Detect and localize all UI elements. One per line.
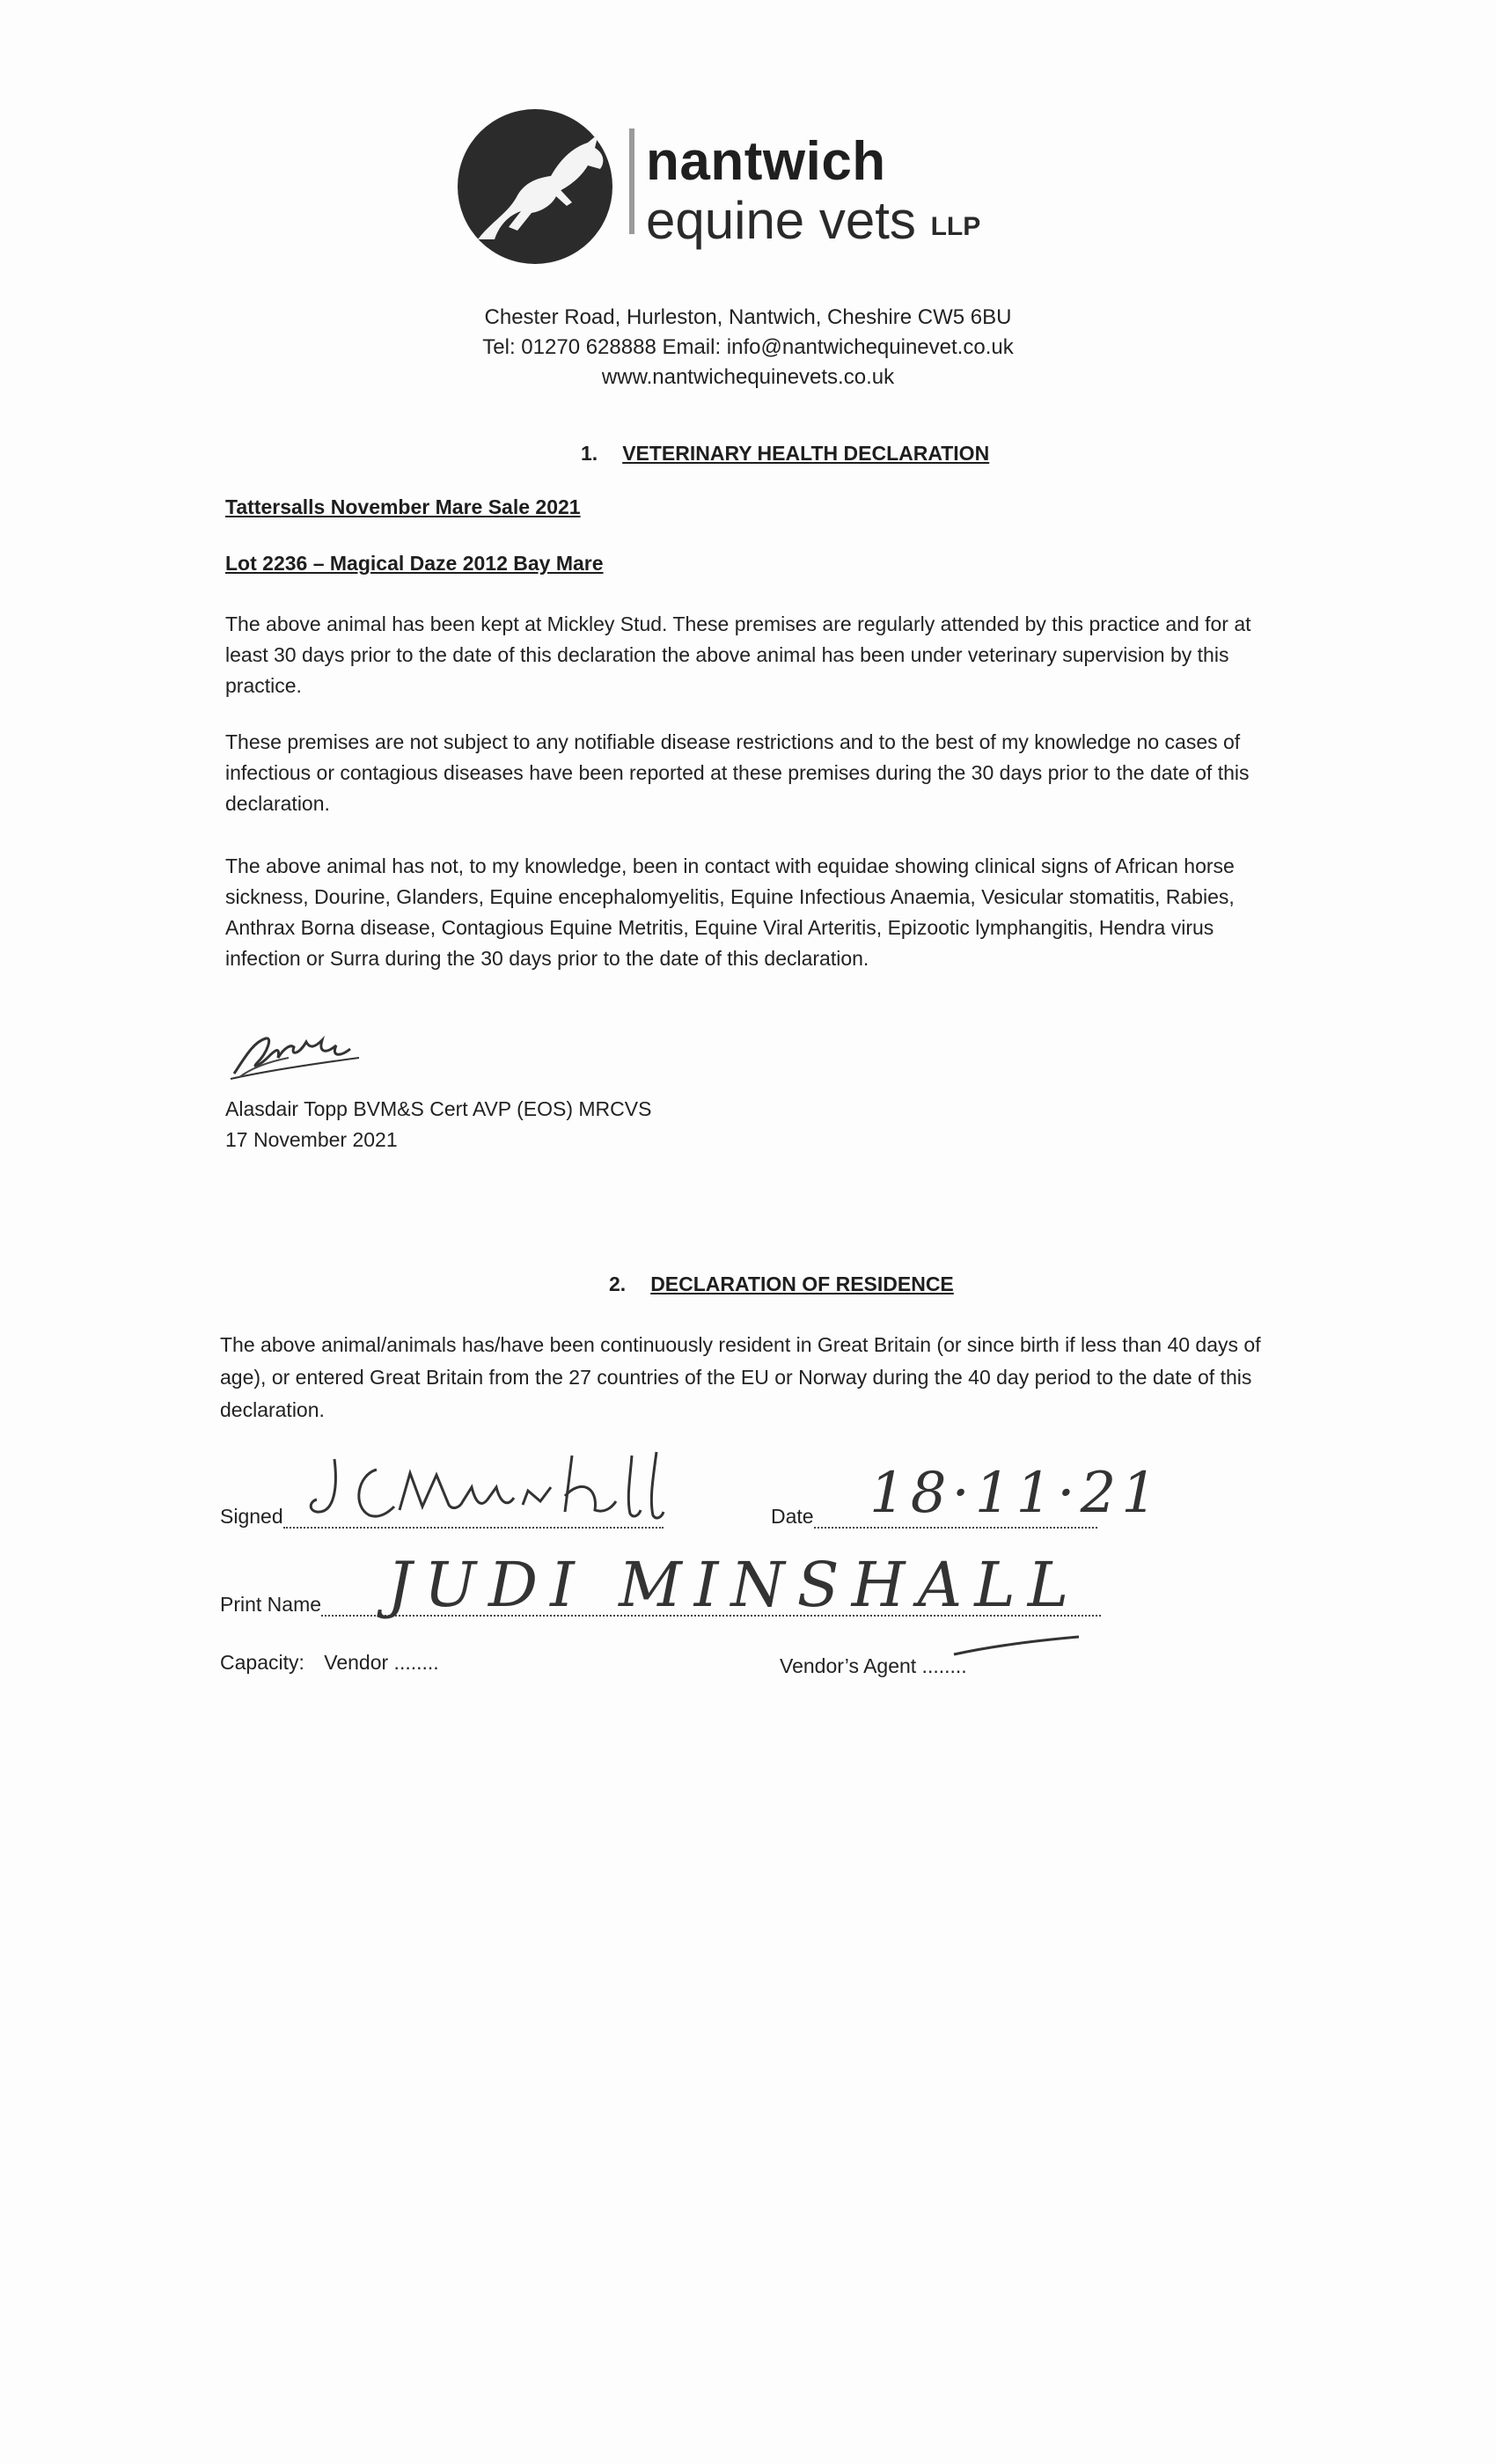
logo-divider xyxy=(629,128,634,234)
contact-line: Tel: 01270 628888 Email: info@nantwichequinevet.co.uk xyxy=(482,335,1014,359)
website-line: www.nantwichequinevets.co.uk xyxy=(601,365,895,389)
section1-heading xyxy=(581,442,989,466)
agent-strike-mark xyxy=(950,1633,1082,1660)
practice-subname-text: equine vets xyxy=(646,191,916,250)
practice-name: nantwich xyxy=(646,131,886,192)
print-name-handwritten: JUDI MINSHALL xyxy=(387,1549,1082,1621)
lot-title: Lot 2236 – Magical Daze 2012 Bay Mare xyxy=(225,552,604,575)
date-handwritten: 18·11·21 xyxy=(869,1461,1162,1526)
address-line: Chester Road, Hurleston, Nantwich, Cheshire CW5 6BU xyxy=(484,305,1012,329)
section1-title: VETERINARY HEALTH DECLARATION xyxy=(622,442,990,465)
paragraph-contact: The above animal has not, to my knowledge, been in contact with equidae showing clinical signs of African horse sickness, Dourine, Glanders, Equine encephalomyelitis, Equine Infectious Anaemia, Vesicular stomatitis, Rabies, Anthrax Borna disease, Contagious Equine Metritis, Equine Viral Arteritis, Epizootic lymphangitis, Hendra virus infection or Surra during the 30 days prior to the date of this declaration. xyxy=(225,854,1235,970)
section2-heading xyxy=(609,1272,954,1296)
print-name-label: Print Name xyxy=(220,1593,322,1616)
vendor-signature xyxy=(308,1443,713,1531)
letterhead-address xyxy=(0,303,1496,392)
paragraph-residence: The above animal/animals has/have been continuously resident in Great Britain (or since birth if less than 40 days of age), or entered Great Britain from the 27 countries of the EU or Norway during the 40 day period to the date of this declaration. xyxy=(220,1333,1261,1421)
paragraph-supervision: The above animal has been kept at Mickley Stud. These premises are regularly attended by this practice and for at least 30 days prior to the date of this declaration the above animal has been under veterinary supervision by this practice. xyxy=(225,612,1251,697)
vet-date: 17 November 2021 xyxy=(225,1128,398,1151)
section1-number: 1. xyxy=(581,442,598,465)
practice-suffix: LLP xyxy=(930,212,981,241)
capacity-field xyxy=(220,1651,439,1675)
capacity-label: Capacity: xyxy=(220,1651,304,1674)
paragraph-premises: These premises are not subject to any notifiable disease restrictions and to the best of my knowledge no cases of infectious or contagious diseases have been reported at these premises during the 30 days prior to the date of this declaration. xyxy=(225,730,1250,815)
vet-signature xyxy=(227,1023,368,1084)
sale-title: Tattersalls November Mare Sale 2021 xyxy=(225,495,581,518)
horse-jumping-logo-icon xyxy=(456,107,614,266)
signed-label: Signed xyxy=(220,1505,283,1528)
section2-title: DECLARATION OF RESIDENCE xyxy=(650,1272,954,1295)
vendor-option: Vendor ........ xyxy=(324,1651,439,1674)
section2-number: 2. xyxy=(609,1272,627,1295)
practice-subname xyxy=(646,190,980,251)
date-label: Date xyxy=(771,1505,814,1528)
letterhead-logo xyxy=(456,107,1028,266)
vet-name: Alasdair Topp BVM&S Cert AVP (EOS) MRCVS xyxy=(225,1097,652,1120)
vendor-agent-option: Vendor’s Agent ........ xyxy=(780,1654,967,1677)
vet-credentials xyxy=(225,1094,651,1155)
